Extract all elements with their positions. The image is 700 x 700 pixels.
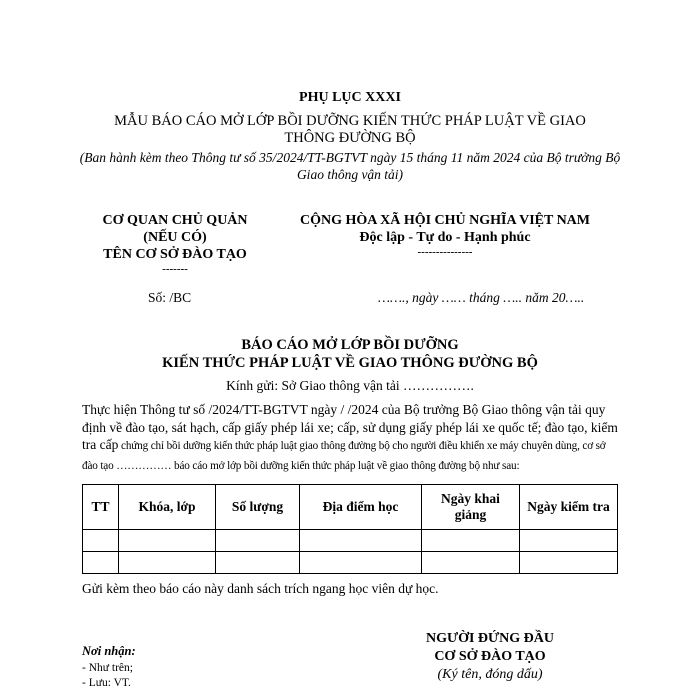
column-header: Địa điểm học [300, 485, 422, 530]
signer-title-line-2: CƠ SỞ ĐÀO TẠO [434, 649, 546, 664]
recipient-item: - Như trên; [82, 662, 133, 674]
column-header: Ngày khai giảng [422, 485, 520, 530]
table-cell [520, 552, 618, 574]
column-header: TT [83, 485, 119, 530]
appendix-title: PHỤ LỤC XXXI [299, 90, 401, 105]
agency-line-2: (NẾU CÓ) [143, 230, 207, 245]
agency-line-3: TÊN CƠ SỞ ĐÀO TẠO [103, 247, 247, 262]
table-cell [422, 552, 520, 574]
form-title: MẪU BÁO CÁO MỞ LỚP BỒI DƯỠNG KIẾN THỨC PHÁP LUẬT VỀ GIAO THÔNG ĐƯỜNG BỘ [114, 113, 586, 146]
document-number: Số: /BC [148, 290, 192, 305]
column-header: Khóa, lớp [119, 485, 216, 530]
table-cell [520, 530, 618, 552]
signer-title-line-1: NGƯỜI ĐỨNG ĐẦU [425, 631, 555, 646]
nation-name: CỘNG HÒA XÃ HỘI CHỦ NGHĨA VIỆT NAM [299, 213, 590, 228]
nation-rule: --------------- [417, 246, 473, 258]
nation-motto: Độc lập - Tự do - Hạnh phúc [359, 230, 531, 245]
body-paragraph [82, 401, 622, 475]
table-cell [216, 552, 300, 574]
table-row [83, 552, 618, 574]
agency-block [70, 212, 280, 275]
report-title [90, 336, 610, 372]
signer-note: (Ký tên, đóng dấu) [437, 667, 543, 682]
recipient-item: - Lưu: VT. [82, 677, 131, 689]
addressee: Kính gửi: Sở Giao thông vận tải ……………. [226, 378, 474, 393]
table-cell [119, 530, 216, 552]
report-table [82, 484, 618, 574]
table-header-row [83, 485, 618, 530]
body-text-part-1: Thực hiện Thông tư số /2024/TT-BGTVT ngày / /2024 của Bộ trưởng Bộ Giao thông vận tải quy định về đào tạo, sát hạch, cấp giấy phép lái xe; cấp, sử dụng giấy phép lái xe quốc tế; đào tạo, kiểm tra cấp [82, 402, 618, 452]
table-cell [300, 552, 422, 574]
table-cell [300, 530, 422, 552]
recipients-heading: Nơi nhận: [82, 644, 136, 658]
attachment-note: Gửi kèm theo báo cáo này danh sách trích ngang học viên dự học. [82, 581, 439, 596]
column-header: Số lượng [216, 485, 300, 530]
table-cell [83, 530, 119, 552]
nation-block [270, 212, 620, 258]
signer-block [380, 630, 600, 684]
issued-note: (Ban hành kèm theo Thông tư số 35/2024/TT-BGTVT ngày 15 tháng 11 năm 2024 của Bộ trưởng Bộ Giao thông vận tải) [79, 150, 621, 182]
table-cell [119, 552, 216, 574]
place-date: ……., ngày …… tháng ….. năm 20….. [378, 290, 585, 305]
column-header: Ngày kiểm tra [520, 485, 618, 530]
report-title-line-2: KIẾN THỨC PHÁP LUẬT VỀ GIAO THÔNG ĐƯỜNG BỘ [162, 355, 538, 371]
report-title-line-1: BÁO CÁO MỞ LỚP BỒI DƯỠNG [241, 337, 459, 353]
table-row [83, 530, 618, 552]
agency-line-1: CƠ QUAN CHỦ QUẢN [102, 213, 248, 228]
table-cell [83, 552, 119, 574]
table-cell [422, 530, 520, 552]
table-cell [216, 530, 300, 552]
agency-rule: ------- [162, 263, 188, 275]
body-text-part-2: chứng chỉ bồi dưỡng kiến thức pháp luật giao thông đường bộ cho người điều khiển xe máy chuyên dùng, cơ sở đào tạo …………… báo cáo mở lớp bồi dưỡng kiến thức pháp luật về giao thông đường bộ như sau: [82, 440, 606, 472]
